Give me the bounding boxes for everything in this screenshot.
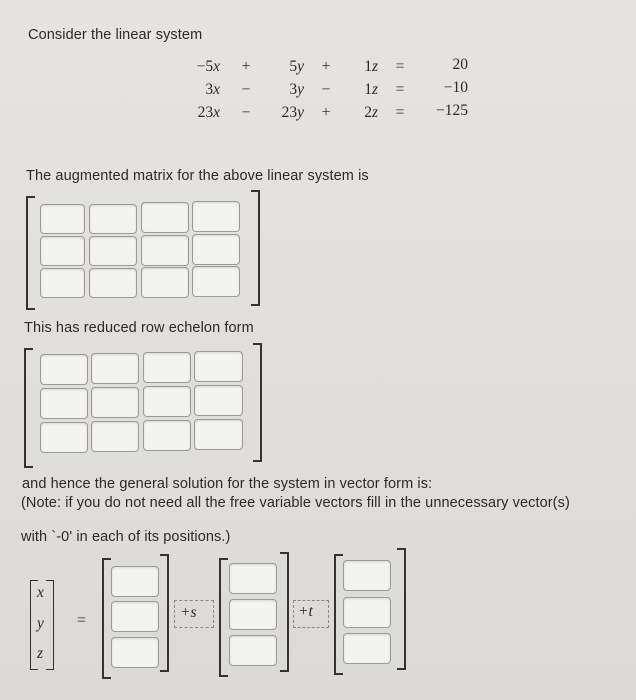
rref-cell-3-2[interactable] xyxy=(91,421,139,452)
aug-cell-2-3[interactable] xyxy=(141,235,189,266)
coef-y-row3: 23y xyxy=(281,104,304,121)
coef-x-row2: 3x xyxy=(205,81,220,98)
coef-z-row1: 1z xyxy=(364,58,378,75)
s-bracket-right xyxy=(280,552,289,672)
aug-cell-1-4[interactable] xyxy=(192,201,240,232)
t-cell-3[interactable] xyxy=(343,633,391,664)
var-x: x xyxy=(37,584,44,601)
rref-bracket-left xyxy=(24,348,33,468)
rhs-row1: 20 xyxy=(452,56,468,73)
coef-y-row1: 5y xyxy=(289,58,304,75)
rref-cell-2-3[interactable] xyxy=(143,386,191,417)
t-bracket-left xyxy=(334,554,343,675)
rref-cell-1-2[interactable] xyxy=(91,353,139,384)
t-bracket-right xyxy=(397,548,406,670)
rhs-row2: −10 xyxy=(443,79,468,96)
eq-row1: = xyxy=(395,58,405,75)
coef-y-row2: 3y xyxy=(289,81,304,98)
aug-cell-2-1[interactable] xyxy=(40,236,85,266)
general-solution-label: and hence the general solution for the system in vector form is: xyxy=(22,476,433,492)
aug-cell-1-2[interactable] xyxy=(89,204,137,234)
augmented-label: The augmented matrix for the above linear system is xyxy=(26,168,369,184)
particular-bracket-right xyxy=(160,554,169,672)
s-cell-1[interactable] xyxy=(229,563,277,594)
s-bracket-left xyxy=(219,558,228,677)
aug-cell-3-2[interactable] xyxy=(89,268,137,298)
rref-bracket-right xyxy=(253,343,262,462)
s-cell-2[interactable] xyxy=(229,599,277,630)
rref-cell-1-3[interactable] xyxy=(143,352,191,383)
particular-cell-3[interactable] xyxy=(111,637,159,668)
aug-cell-2-4[interactable] xyxy=(192,234,240,265)
rref-cell-2-2[interactable] xyxy=(91,387,139,418)
aug-cell-3-4[interactable] xyxy=(192,266,240,297)
augmented-bracket-right xyxy=(251,190,260,306)
plus-t-text: +t xyxy=(298,603,313,620)
rref-cell-3-1[interactable] xyxy=(40,422,88,453)
var-bracket-right xyxy=(46,580,54,670)
coef-z-row3: 2z xyxy=(364,104,378,121)
aug-cell-3-3[interactable] xyxy=(141,267,189,298)
var-y: y xyxy=(37,615,44,632)
rref-cell-1-4[interactable] xyxy=(194,351,243,382)
op1-row2: − xyxy=(241,81,251,98)
particular-bracket-left xyxy=(102,558,111,679)
aug-cell-1-3[interactable] xyxy=(141,202,189,233)
particular-cell-1[interactable] xyxy=(111,566,159,597)
aug-cell-2-2[interactable] xyxy=(89,236,137,266)
op1-row1: + xyxy=(241,58,251,75)
rref-cell-1-1[interactable] xyxy=(40,354,88,385)
note-line-2: with `-0' in each of its positions.) xyxy=(21,529,231,545)
rref-cell-3-4[interactable] xyxy=(194,419,243,450)
coef-x-row1: −5x xyxy=(196,58,220,75)
plus-s-text: +s xyxy=(180,604,197,621)
op2-row2: − xyxy=(321,81,331,98)
t-cell-1[interactable] xyxy=(343,560,391,591)
op2-row3: + xyxy=(321,104,331,121)
prompt-text: Consider the linear system xyxy=(28,27,203,43)
aug-cell-1-1[interactable] xyxy=(40,204,85,234)
op1-row3: − xyxy=(241,104,251,121)
rref-cell-2-4[interactable] xyxy=(194,385,243,416)
rhs-row3: −125 xyxy=(436,102,468,119)
rref-cell-3-3[interactable] xyxy=(143,420,191,451)
eq-row2: = xyxy=(395,81,405,98)
var-z: z xyxy=(37,645,44,662)
s-cell-3[interactable] xyxy=(229,635,277,666)
aug-cell-3-1[interactable] xyxy=(40,268,85,298)
rref-cell-2-1[interactable] xyxy=(40,388,88,419)
rref-label: This has reduced row echelon form xyxy=(24,320,254,336)
t-cell-2[interactable] xyxy=(343,597,391,628)
eq-row3: = xyxy=(395,104,405,121)
note-line-1: (Note: if you do not need all the free variable vectors fill in the unnecessary vector(s) xyxy=(21,495,570,511)
augmented-bracket-left xyxy=(26,196,35,310)
equals-sign: = xyxy=(77,612,86,629)
op2-row1: + xyxy=(321,58,331,75)
coef-x-row3: 23x xyxy=(197,104,220,121)
coef-z-row2: 1z xyxy=(364,81,378,98)
particular-cell-2[interactable] xyxy=(111,601,159,632)
